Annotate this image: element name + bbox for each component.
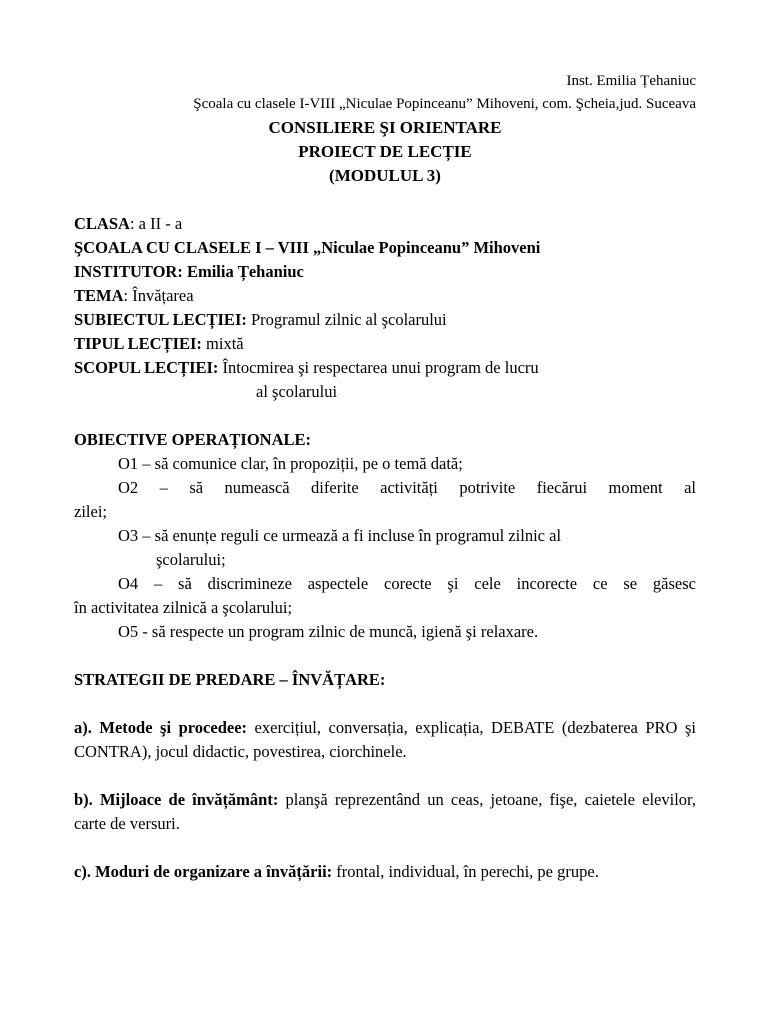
school-header-line: Şcoala cu clasele I-VIII „Niculae Popinceanu” Mihoveni, com. Şcheia,jud. Suceava bbox=[193, 96, 696, 112]
strategy-a-value: exercițiul, conversația, explicația, DEBATE (dezbaterea PRO şi CONTRA), jocul didactic, povestirea, ciorchinele. bbox=[74, 718, 696, 761]
objective-o5: O5 - să respecte un program zilnic de muncă, igienă şi relaxare. bbox=[118, 622, 539, 641]
clasa-value: : a II - a bbox=[129, 214, 183, 233]
objective-o1: O1 – să comunice clar, în propoziții, pe o temă dată; bbox=[118, 454, 463, 473]
scop-line bbox=[74, 356, 696, 380]
tip-label: TIPUL LECȚIEI: bbox=[74, 334, 202, 353]
subiect-line bbox=[74, 308, 696, 332]
objective-o3: O3 – să enunțe reguli ce urmează a fi incluse în programul zilnic al bbox=[118, 526, 562, 545]
objective-o3-cont: şcolarului; bbox=[156, 550, 226, 569]
author-line: Inst. Emilia Țehaniuc bbox=[566, 73, 696, 89]
strategies-heading: STRATEGII DE PREDARE – ÎNVĂȚARE: bbox=[74, 670, 386, 689]
objective-o2: O2 – să numească diferite activități potrivite fiecărui moment al bbox=[118, 478, 696, 497]
institutor-line bbox=[74, 260, 696, 284]
title-line-3: (MODULUL 3) bbox=[329, 166, 441, 185]
strategy-b-label: b). Mijloace de învățământ: bbox=[74, 790, 279, 809]
subiect-value: Programul zilnic al şcolarului bbox=[246, 310, 447, 329]
scop-value: Întocmirea şi respectarea unui program de lucru bbox=[218, 358, 539, 377]
subiect-label: SUBIECTUL LECȚIEI: bbox=[74, 310, 247, 329]
strategy-a-label: a). Metode şi procedee: bbox=[74, 718, 248, 737]
scoala-line: ŞCOALA CU CLASELE I – VIII „Niculae Popinceanu” Mihoveni bbox=[74, 238, 541, 257]
scop-line-2: al şcolarului bbox=[256, 382, 338, 401]
institutor-value: Emilia Țehaniuc bbox=[182, 262, 304, 281]
strategy-b bbox=[74, 788, 696, 836]
scop-label: SCOPUL LECȚIEI: bbox=[74, 358, 219, 377]
document-page bbox=[74, 70, 696, 884]
objective-o2-cont: zilei; bbox=[74, 502, 107, 521]
tip-line bbox=[74, 332, 696, 356]
strategy-c bbox=[74, 860, 696, 884]
strategy-c-value: frontal, individual, în perechi, pe grupe. bbox=[332, 862, 599, 881]
tema-value: : Învățarea bbox=[123, 286, 194, 305]
clasa-line bbox=[74, 212, 696, 236]
tema-label: TEMA bbox=[74, 286, 124, 305]
institutor-label: INSTITUTOR: bbox=[74, 262, 183, 281]
strategy-c-label: c). Moduri de organizare a învățării: bbox=[74, 862, 333, 881]
objective-o4-cont: în activitatea zilnică a şcolarului; bbox=[74, 598, 293, 617]
objective-o4: O4 – să discrimineze aspectele corecte şi cele incorecte ce se găsesc bbox=[118, 574, 696, 593]
title-line-2: PROIECT DE LECȚIE bbox=[298, 142, 472, 161]
tema-line bbox=[74, 284, 696, 308]
strategy-a bbox=[74, 716, 696, 764]
objectives-heading: OBIECTIVE OPERAȚIONALE: bbox=[74, 430, 312, 449]
clasa-label: CLASA bbox=[74, 214, 130, 233]
strategy-b-value: planşă reprezentând un ceas, jetoane, fişe, caietele elevilor, carte de versuri. bbox=[74, 790, 696, 833]
title-line-1: CONSILIERE ŞI ORIENTARE bbox=[268, 118, 502, 137]
tip-value: mixtă bbox=[201, 334, 244, 353]
